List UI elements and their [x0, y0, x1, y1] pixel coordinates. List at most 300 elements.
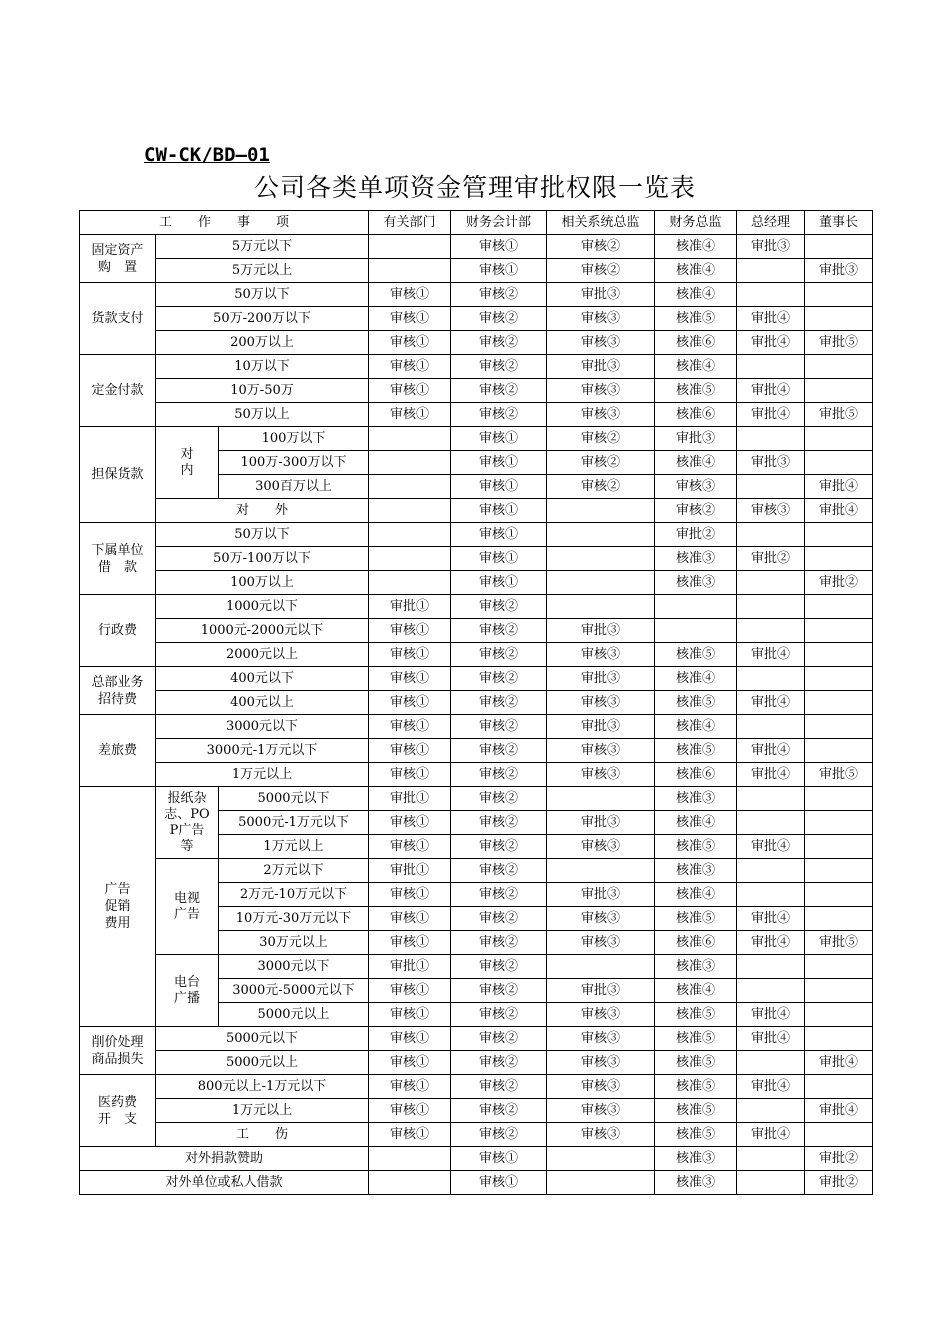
- approval-cell: 核准④: [655, 979, 737, 1003]
- approval-cell: 审核①: [451, 547, 547, 571]
- work-item: 5000元以上: [156, 1051, 369, 1075]
- work-item: 50万以上: [156, 403, 369, 427]
- subcategory-cell: 电台 广播: [156, 955, 219, 1027]
- table-row: [80, 235, 873, 259]
- work-item: 对 外: [156, 499, 369, 523]
- table-row: [80, 739, 873, 763]
- work-item: 10万-50万: [156, 379, 369, 403]
- work-item: 400元以上: [156, 691, 369, 715]
- category-cell: 下属单位 借 款: [80, 523, 156, 595]
- approval-cell: 审核②: [451, 691, 547, 715]
- approval-cell: 审批①: [369, 859, 451, 883]
- approval-cell: [547, 523, 655, 547]
- work-item: 5000元以下: [219, 787, 369, 811]
- approval-cell: 审核①: [369, 355, 451, 379]
- approval-cell: 审核①: [369, 691, 451, 715]
- approval-cell: 审核②: [451, 619, 547, 643]
- work-item: 50万-100万以下: [156, 547, 369, 571]
- approval-cell: 核准④: [655, 259, 737, 283]
- approval-cell: 核准④: [655, 451, 737, 475]
- approval-cell: [805, 427, 873, 451]
- work-item: 对外单位或私人借款: [80, 1171, 369, 1195]
- table-row: [80, 283, 873, 307]
- category-cell: 差旅费: [80, 715, 156, 787]
- approval-cell: 审核①: [369, 1123, 451, 1147]
- work-item: 5万元以下: [156, 235, 369, 259]
- approval-cell: 核准⑤: [655, 379, 737, 403]
- approval-cell: 审核③: [547, 739, 655, 763]
- approval-cell: [737, 667, 805, 691]
- approval-cell: 审核②: [451, 379, 547, 403]
- approval-cell: 审批④: [737, 1027, 805, 1051]
- approval-cell: 审核①: [369, 667, 451, 691]
- approval-cell: 核准③: [655, 547, 737, 571]
- approval-cell: [805, 283, 873, 307]
- work-item: 1万元以上: [156, 1099, 369, 1123]
- approval-cell: 核准③: [655, 859, 737, 883]
- approval-cell: [737, 955, 805, 979]
- approval-cell: [369, 571, 451, 595]
- work-item: 5万元以上: [156, 259, 369, 283]
- approval-cell: 审批⑤: [805, 331, 873, 355]
- table-row: [80, 667, 873, 691]
- table-row: [80, 571, 873, 595]
- approval-cell: 审核③: [547, 643, 655, 667]
- approval-cell: 审批③: [737, 235, 805, 259]
- approval-cell: 核准③: [655, 1147, 737, 1171]
- approval-cell: 审批④: [737, 1003, 805, 1027]
- approval-cell: [805, 787, 873, 811]
- approval-cell: [655, 595, 737, 619]
- approval-cell: 审批②: [737, 547, 805, 571]
- approval-cell: 核准③: [655, 955, 737, 979]
- table-row: [80, 1171, 873, 1195]
- table-row: [80, 1075, 873, 1099]
- table-row: [80, 499, 873, 523]
- approval-cell: 核准③: [655, 1171, 737, 1195]
- approval-cell: 核准⑤: [655, 691, 737, 715]
- approval-cell: 审核②: [451, 283, 547, 307]
- approval-cell: [547, 571, 655, 595]
- approval-cell: [805, 355, 873, 379]
- approval-cell: 审批④: [737, 763, 805, 787]
- approval-cell: 审核②: [451, 907, 547, 931]
- subcategory-cell: 电视 广告: [156, 859, 219, 955]
- approval-cell: 审核②: [451, 787, 547, 811]
- approval-cell: 审批④: [737, 403, 805, 427]
- approval-cell: 审核②: [451, 331, 547, 355]
- table-row: [80, 547, 873, 571]
- approval-cell: 审核②: [451, 979, 547, 1003]
- approval-cell: 审批③: [655, 427, 737, 451]
- table-row: [80, 307, 873, 331]
- approval-cell: 审核②: [451, 355, 547, 379]
- approval-cell: 审批④: [737, 739, 805, 763]
- work-item: 工 伤: [156, 1123, 369, 1147]
- approval-cell: [737, 523, 805, 547]
- approval-cell: 审核①: [369, 835, 451, 859]
- work-item: 1万元以上: [219, 835, 369, 859]
- approval-cell: 核准⑤: [655, 1003, 737, 1027]
- approval-cell: 审批④: [737, 379, 805, 403]
- approval-cell: 核准④: [655, 715, 737, 739]
- approval-cell: 核准⑥: [655, 931, 737, 955]
- approval-cell: 审批③: [547, 619, 655, 643]
- approval-cell: 审核③: [547, 931, 655, 955]
- table-header-row: [80, 211, 873, 235]
- table-row: [80, 643, 873, 667]
- approval-cell: 核准⑤: [655, 907, 737, 931]
- approval-cell: 审批①: [369, 955, 451, 979]
- approval-cell: [737, 979, 805, 1003]
- approval-authority-table: [79, 210, 873, 1195]
- approval-cell: [805, 1003, 873, 1027]
- approval-cell: [737, 715, 805, 739]
- approval-cell: 审核②: [451, 811, 547, 835]
- work-item: 300百万以上: [219, 475, 369, 499]
- approval-cell: 审批③: [547, 883, 655, 907]
- approval-cell: 审核②: [451, 1003, 547, 1027]
- work-item: 50万以下: [156, 523, 369, 547]
- approval-cell: 审核③: [547, 1123, 655, 1147]
- work-item: 2000元以上: [156, 643, 369, 667]
- approval-cell: 审批④: [737, 1075, 805, 1099]
- approval-cell: [737, 283, 805, 307]
- approval-cell: 核准③: [655, 787, 737, 811]
- approval-cell: 核准⑤: [655, 835, 737, 859]
- approval-cell: 审核①: [451, 1171, 547, 1195]
- category-cell: 总部业务 招待费: [80, 667, 156, 715]
- category-cell: 货款支付: [80, 283, 156, 355]
- approval-cell: 审批④: [737, 1123, 805, 1147]
- approval-cell: 审核①: [369, 1075, 451, 1099]
- approval-cell: 审核①: [369, 811, 451, 835]
- approval-cell: 审核①: [451, 523, 547, 547]
- table-row: [80, 691, 873, 715]
- approval-cell: [369, 451, 451, 475]
- approval-cell: 审批④: [737, 307, 805, 331]
- table-row: [80, 1051, 873, 1075]
- column-header: 财务会计部: [451, 211, 547, 235]
- approval-cell: 审核②: [451, 1027, 547, 1051]
- approval-cell: [369, 547, 451, 571]
- approval-cell: 审核①: [451, 1147, 547, 1171]
- approval-cell: 审批④: [737, 907, 805, 931]
- approval-cell: 审核②: [451, 403, 547, 427]
- approval-cell: 核准⑤: [655, 643, 737, 667]
- approval-cell: [805, 739, 873, 763]
- approval-cell: 审核①: [369, 907, 451, 931]
- approval-cell: [369, 1171, 451, 1195]
- approval-cell: 审核①: [369, 403, 451, 427]
- approval-cell: [805, 595, 873, 619]
- work-item: 1000元-2000元以下: [156, 619, 369, 643]
- approval-cell: [805, 667, 873, 691]
- approval-cell: 核准④: [655, 235, 737, 259]
- approval-cell: [737, 427, 805, 451]
- work-item: 5000元以下: [156, 1027, 369, 1051]
- approval-cell: 审核②: [451, 883, 547, 907]
- approval-cell: 审核②: [547, 259, 655, 283]
- approval-cell: [737, 1147, 805, 1171]
- approval-cell: 审核①: [369, 1027, 451, 1051]
- table-row: [80, 355, 873, 379]
- approval-cell: [737, 811, 805, 835]
- approval-cell: 审核②: [451, 763, 547, 787]
- table-row: [80, 1027, 873, 1051]
- work-item: 30万元以上: [219, 931, 369, 955]
- work-item: 800元以上-1万元以下: [156, 1075, 369, 1099]
- approval-cell: 审核①: [451, 451, 547, 475]
- approval-cell: [547, 1171, 655, 1195]
- column-header: 工 作 事 项: [80, 211, 369, 235]
- approval-cell: [737, 571, 805, 595]
- table-row: [80, 859, 873, 883]
- approval-cell: [805, 955, 873, 979]
- work-item: 100万-300万以下: [219, 451, 369, 475]
- work-item: 3000元以下: [156, 715, 369, 739]
- approval-cell: 审核②: [451, 835, 547, 859]
- approval-cell: 核准⑤: [655, 1099, 737, 1123]
- column-header: 有关部门: [369, 211, 451, 235]
- document-title: 公司各类单项资金管理审批权限一览表: [253, 173, 696, 202]
- approval-cell: [805, 979, 873, 1003]
- approval-cell: [737, 619, 805, 643]
- approval-cell: 审核③: [547, 691, 655, 715]
- approval-cell: 审批③: [547, 283, 655, 307]
- approval-cell: 审核②: [547, 427, 655, 451]
- approval-cell: [369, 523, 451, 547]
- table-row: [80, 1099, 873, 1123]
- approval-cell: [547, 499, 655, 523]
- approval-cell: 审核②: [451, 307, 547, 331]
- approval-cell: 审批④: [737, 643, 805, 667]
- category-cell: 定金付款: [80, 355, 156, 427]
- table-row: [80, 379, 873, 403]
- approval-cell: 审核②: [451, 931, 547, 955]
- approval-cell: 审核②: [451, 715, 547, 739]
- approval-cell: 核准⑤: [655, 739, 737, 763]
- approval-cell: 审核③: [655, 475, 737, 499]
- approval-cell: 审核①: [369, 1003, 451, 1027]
- table-row: [80, 427, 873, 451]
- approval-cell: 核准④: [655, 283, 737, 307]
- document-code: CW-CK/BD—01: [144, 144, 270, 166]
- approval-cell: 审核①: [369, 1099, 451, 1123]
- approval-cell: 审核①: [451, 475, 547, 499]
- approval-cell: [737, 883, 805, 907]
- approval-cell: 审批③: [805, 259, 873, 283]
- approval-cell: 审批③: [547, 979, 655, 1003]
- approval-cell: [805, 859, 873, 883]
- approval-cell: 核准④: [655, 667, 737, 691]
- approval-cell: 核准⑤: [655, 1027, 737, 1051]
- approval-cell: 审批②: [805, 1171, 873, 1195]
- approval-cell: [547, 859, 655, 883]
- table-row: [80, 331, 873, 355]
- approval-cell: 核准③: [655, 571, 737, 595]
- approval-cell: 审批③: [547, 667, 655, 691]
- approval-cell: 审批⑤: [805, 403, 873, 427]
- work-item: 1万元以上: [156, 763, 369, 787]
- work-item: 100万以上: [156, 571, 369, 595]
- approval-cell: 审批③: [547, 355, 655, 379]
- approval-cell: 审核①: [451, 235, 547, 259]
- approval-cell: 审核①: [369, 307, 451, 331]
- approval-cell: [737, 595, 805, 619]
- work-item: 200万以上: [156, 331, 369, 355]
- approval-cell: 核准⑥: [655, 763, 737, 787]
- approval-cell: 审核①: [451, 427, 547, 451]
- approval-cell: [547, 595, 655, 619]
- approval-cell: 审核②: [451, 1075, 547, 1099]
- approval-cell: 审核②: [451, 1099, 547, 1123]
- approval-cell: 审核①: [369, 283, 451, 307]
- table-row: [80, 403, 873, 427]
- approval-cell: 审核③: [547, 379, 655, 403]
- approval-cell: [369, 475, 451, 499]
- approval-cell: 审核①: [451, 571, 547, 595]
- approval-cell: [737, 1171, 805, 1195]
- approval-cell: 审批①: [369, 787, 451, 811]
- approval-cell: 审核②: [451, 739, 547, 763]
- approval-cell: 审核③: [547, 1027, 655, 1051]
- approval-cell: 审核①: [369, 331, 451, 355]
- approval-cell: 审核③: [547, 403, 655, 427]
- approval-cell: 审批④: [805, 1099, 873, 1123]
- approval-cell: 审批⑤: [805, 763, 873, 787]
- approval-cell: 核准④: [655, 355, 737, 379]
- approval-cell: [369, 259, 451, 283]
- approval-cell: [805, 691, 873, 715]
- table-row: [80, 523, 873, 547]
- approval-cell: 审批④: [737, 331, 805, 355]
- approval-cell: 审批④: [805, 1051, 873, 1075]
- approval-cell: 审核①: [369, 739, 451, 763]
- approval-cell: 审批⑤: [805, 931, 873, 955]
- approval-cell: 审核②: [451, 955, 547, 979]
- approval-cell: [547, 1147, 655, 1171]
- approval-cell: 审核③: [547, 307, 655, 331]
- approval-cell: 审核②: [451, 1123, 547, 1147]
- approval-cell: 审批②: [805, 1147, 873, 1171]
- approval-cell: 审核②: [451, 859, 547, 883]
- approval-cell: 核准⑤: [655, 1123, 737, 1147]
- approval-cell: [369, 1147, 451, 1171]
- approval-cell: 审核②: [547, 235, 655, 259]
- approval-cell: [737, 1099, 805, 1123]
- approval-cell: 审核①: [369, 643, 451, 667]
- category-cell: 行政费: [80, 595, 156, 667]
- approval-cell: [737, 859, 805, 883]
- approval-cell: [805, 523, 873, 547]
- approval-cell: [547, 787, 655, 811]
- approval-cell: 审批④: [805, 475, 873, 499]
- approval-cell: [547, 547, 655, 571]
- column-header: 董事长: [805, 211, 873, 235]
- approval-cell: [805, 547, 873, 571]
- approval-cell: [737, 787, 805, 811]
- approval-cell: 审核②: [451, 595, 547, 619]
- category-cell: 固定资产 购 置: [80, 235, 156, 283]
- approval-cell: [805, 307, 873, 331]
- approval-cell: 审核②: [451, 667, 547, 691]
- approval-cell: 审核②: [547, 451, 655, 475]
- category-cell: 广告 促销 费用: [80, 787, 156, 1027]
- category-cell: 担保货款: [80, 427, 156, 523]
- approval-cell: 核准④: [655, 883, 737, 907]
- approval-cell: 审批③: [547, 811, 655, 835]
- table-row: [80, 595, 873, 619]
- table-row: [80, 955, 873, 979]
- approval-cell: 审核②: [451, 643, 547, 667]
- approval-cell: [369, 427, 451, 451]
- approval-cell: [805, 883, 873, 907]
- approval-cell: [805, 619, 873, 643]
- column-header: 相关系统总监: [547, 211, 655, 235]
- approval-cell: [737, 259, 805, 283]
- table-row: [80, 1147, 873, 1171]
- approval-cell: 审核③: [547, 1075, 655, 1099]
- approval-cell: [737, 355, 805, 379]
- approval-cell: 审核①: [369, 1051, 451, 1075]
- approval-cell: 核准⑥: [655, 403, 737, 427]
- approval-cell: [805, 715, 873, 739]
- category-cell: 医药费 开 支: [80, 1075, 156, 1147]
- subcategory-cell: 报纸杂 志、PO P广告 等: [156, 787, 219, 859]
- approval-cell: 核准⑤: [655, 1051, 737, 1075]
- approval-cell: 审批①: [369, 595, 451, 619]
- approval-cell: [369, 499, 451, 523]
- approval-cell: 审核②: [655, 499, 737, 523]
- approval-cell: 核准⑥: [655, 331, 737, 355]
- approval-cell: 审核③: [547, 763, 655, 787]
- work-item: 3000元-1万元以下: [156, 739, 369, 763]
- approval-cell: [805, 1075, 873, 1099]
- table-row: [80, 259, 873, 283]
- work-item: 5000元-1万元以下: [219, 811, 369, 835]
- approval-cell: 核准⑤: [655, 307, 737, 331]
- approval-cell: 审批③: [737, 451, 805, 475]
- approval-cell: 审核①: [369, 883, 451, 907]
- approval-cell: 核准④: [655, 811, 737, 835]
- work-item: 1000元以下: [156, 595, 369, 619]
- work-item: 50万以下: [156, 283, 369, 307]
- approval-cell: 审核①: [369, 763, 451, 787]
- work-item: 10万元-30万元以下: [219, 907, 369, 931]
- approval-cell: 审核①: [369, 979, 451, 1003]
- approval-cell: 审批③: [547, 715, 655, 739]
- approval-cell: 审批④: [805, 499, 873, 523]
- approval-cell: 审核③: [547, 1051, 655, 1075]
- table-row: [80, 1123, 873, 1147]
- work-item: 100万以下: [219, 427, 369, 451]
- approval-cell: [805, 907, 873, 931]
- approval-cell: [805, 1123, 873, 1147]
- approval-cell: 审核①: [369, 715, 451, 739]
- approval-cell: [655, 619, 737, 643]
- approval-cell: 审批②: [805, 571, 873, 595]
- approval-cell: [547, 955, 655, 979]
- table-row: [80, 787, 873, 811]
- work-item: 3000元以下: [219, 955, 369, 979]
- table-row: [80, 619, 873, 643]
- approval-cell: 审批②: [655, 523, 737, 547]
- approval-cell: 审核②: [547, 475, 655, 499]
- approval-cell: [805, 643, 873, 667]
- approval-cell: 审核③: [547, 331, 655, 355]
- approval-cell: [737, 1051, 805, 1075]
